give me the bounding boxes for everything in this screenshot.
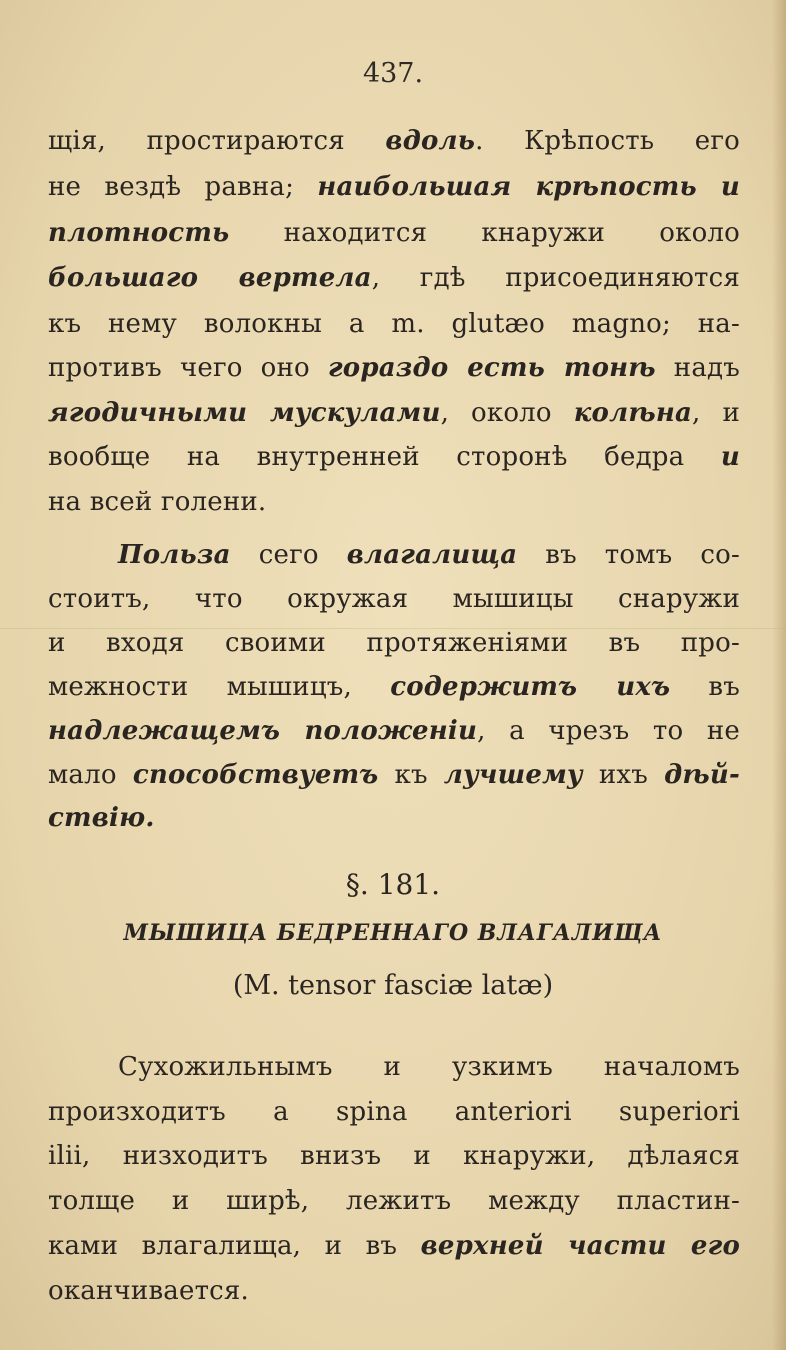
text-line: мало способствуетъ къ лучшему ихъ дѣй- xyxy=(48,760,740,790)
text-line: ками влагалища, и въ верхней части его xyxy=(48,1231,741,1261)
text-line: на всей голени. xyxy=(48,487,267,517)
text-line: Сухожильнымъ и узкимъ началомъ xyxy=(118,1052,740,1082)
text-line: произходитъ а spina anteriori superiori xyxy=(48,1097,740,1127)
text-line: надлежащемъ положеніи, а чрезъ то не xyxy=(48,716,740,746)
text-line: ствію. xyxy=(48,803,155,833)
text-line: большаго вертела, гдѣ присоединяются xyxy=(48,263,740,293)
text-line: не вездѣ равна; наибольшая крѣпость и xyxy=(48,172,740,202)
text-line: къ нему волокны а m. glutæo magno; на- xyxy=(48,309,740,339)
text-line: щія, простираются вдоль. Крѣпость его xyxy=(48,126,740,156)
text-line: и входя своими протяженіями въ про- xyxy=(48,628,740,658)
text-line: противъ чего оно гораздо есть тонѣ надъ xyxy=(48,353,740,383)
text-line: вообще на внутренней сторонѣ бедра и xyxy=(48,442,740,472)
text-line: плотность находится кнаружи около xyxy=(48,218,740,248)
text-line: Польза сего влагалища въ томъ со- xyxy=(118,540,741,570)
latin-name: (M. tensor fasciæ latæ) xyxy=(232,970,554,1001)
text-line: оканчивается. xyxy=(48,1276,249,1306)
text-line: ilii, низходитъ внизъ и кнаружи, дѣлаяся xyxy=(48,1141,740,1171)
page-number: 437. xyxy=(362,58,424,89)
section-heading: МЫШИЦА БЕДРЕННАГО ВЛАГАЛИЩА xyxy=(123,920,663,946)
text-line: стоитъ, что окружая мышицы снаружи xyxy=(48,584,740,614)
page-edge-shadow xyxy=(772,0,786,1350)
text-line: ягодичными мускулами, около колѣна, и xyxy=(48,398,740,428)
text-line: толще и ширѣ, лежитъ между пластин- xyxy=(48,1186,740,1216)
text-line: межности мышицъ, содержитъ ихъ въ xyxy=(48,672,740,702)
section-number: §. 181. xyxy=(345,868,441,901)
